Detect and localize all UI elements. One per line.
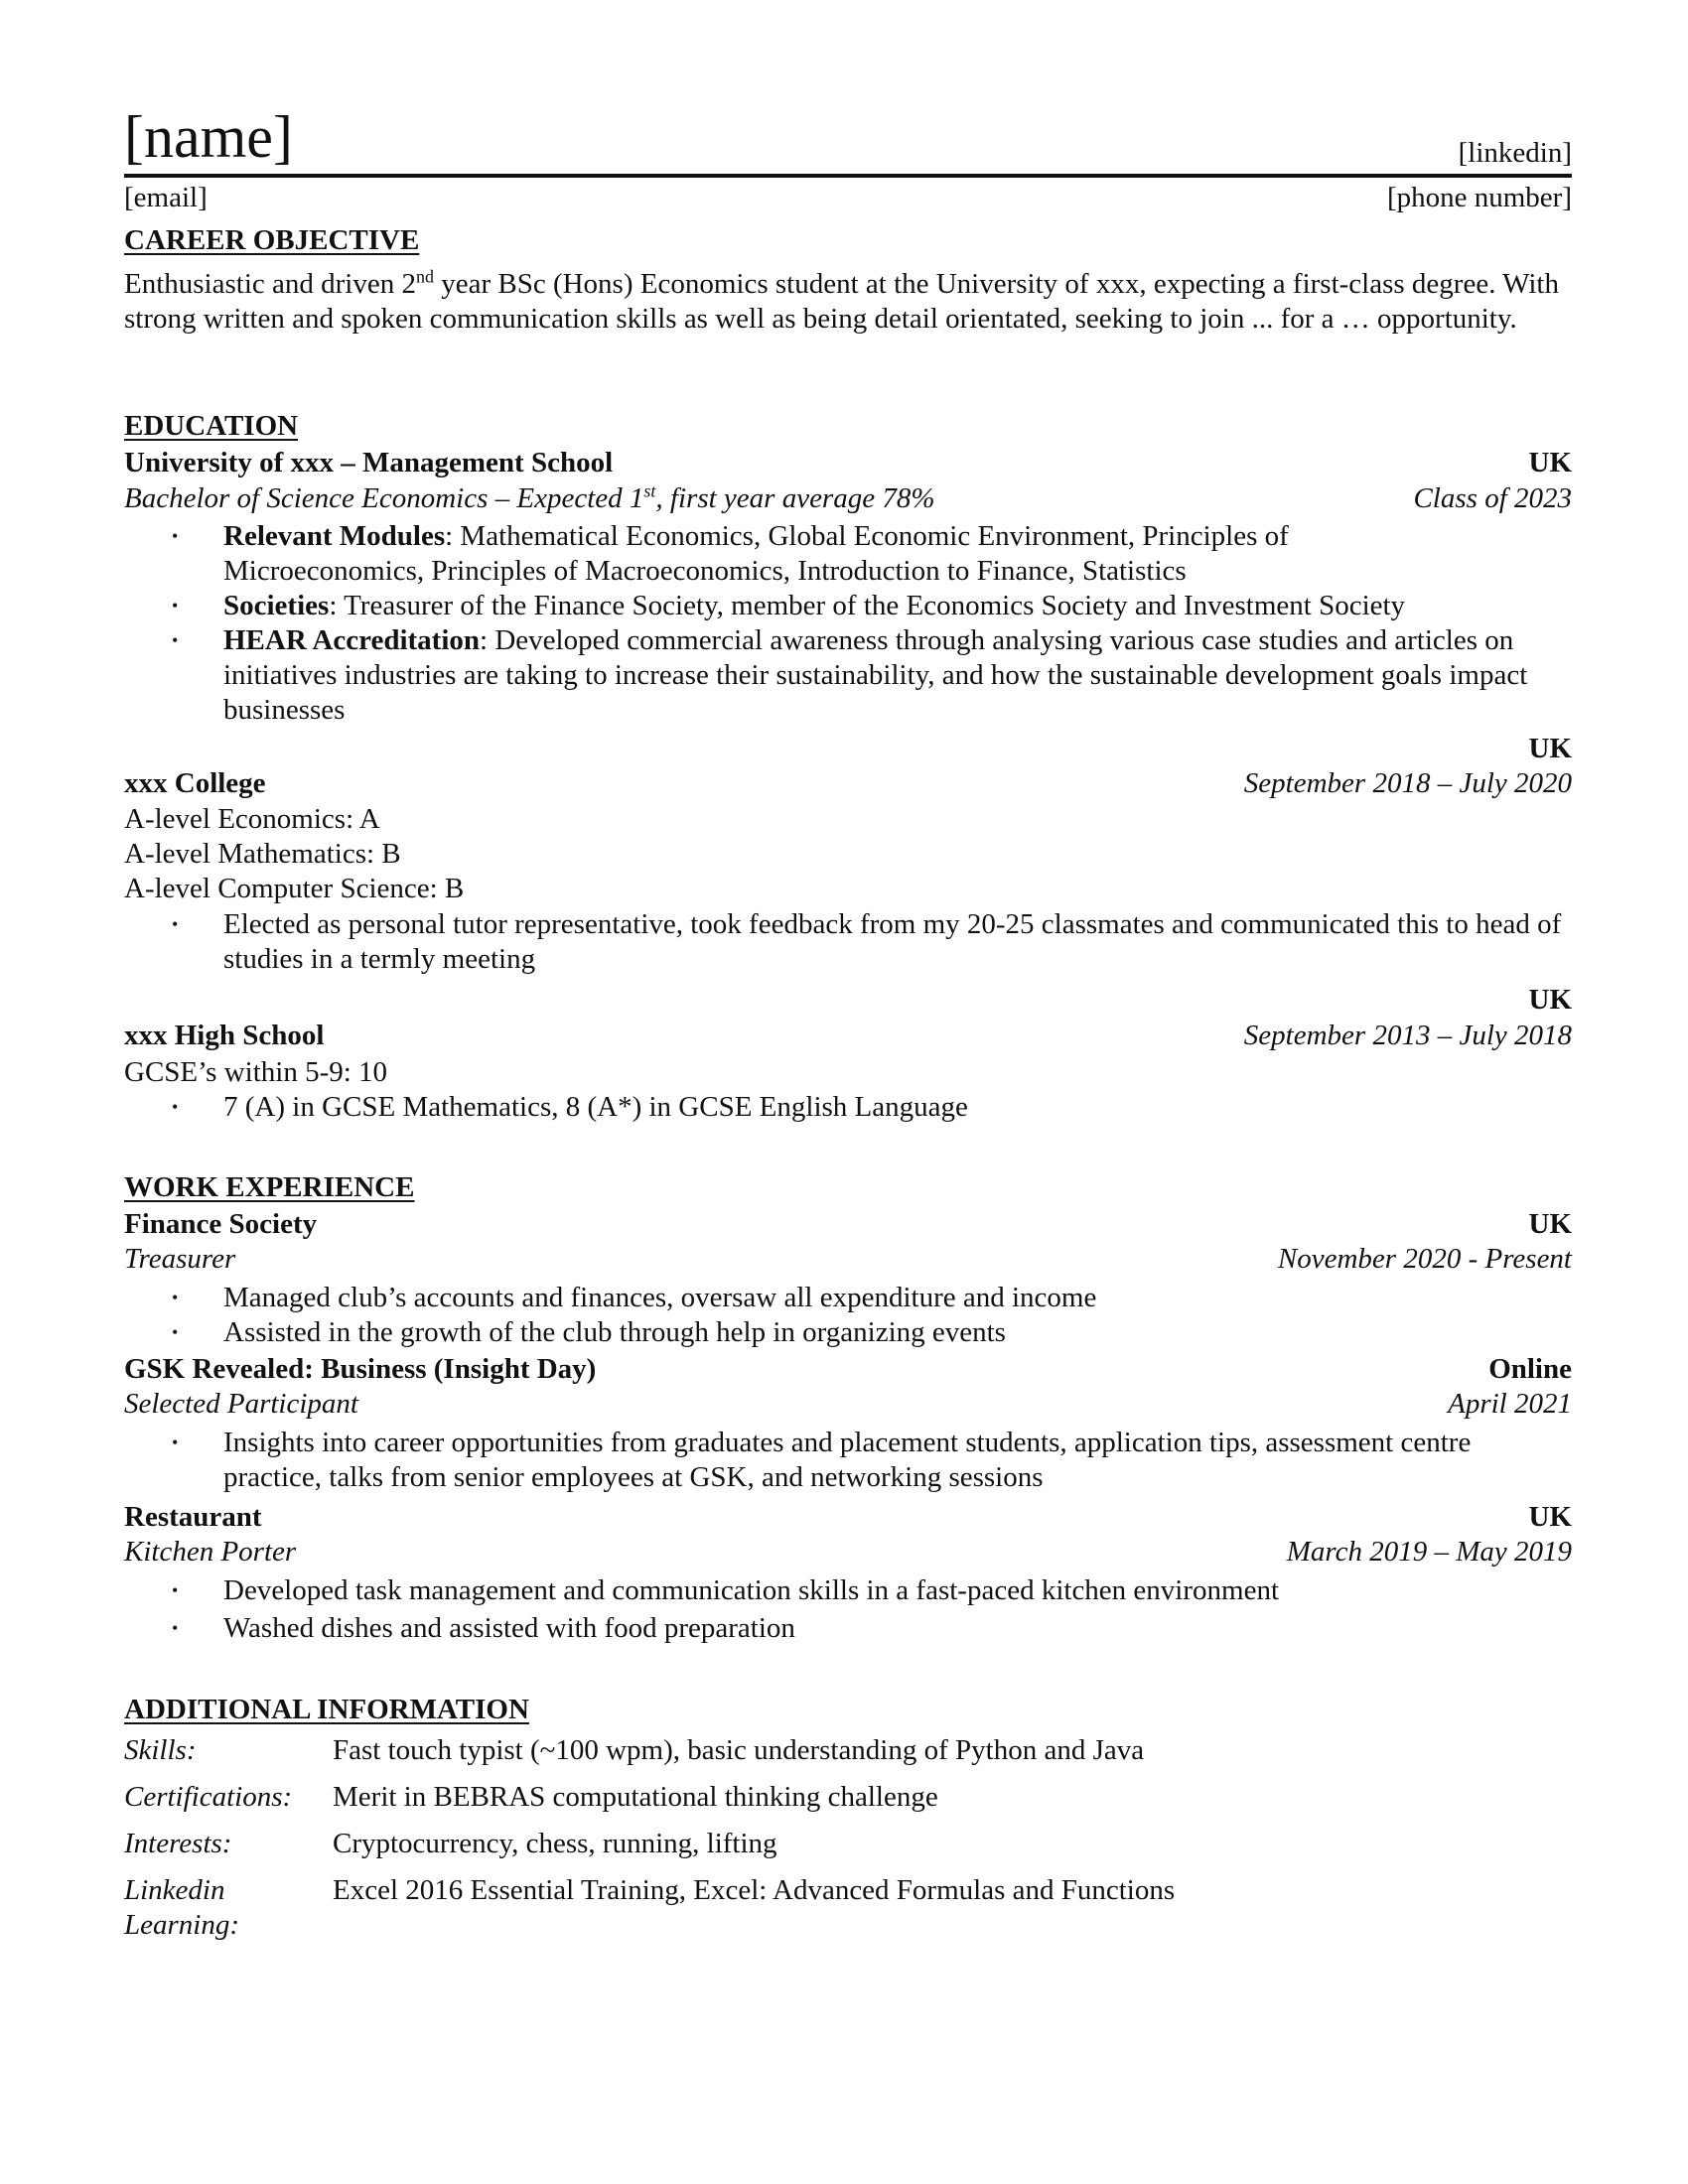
additional-value: Cryptocurrency, chess, running, lifting (333, 1828, 777, 1859)
job-dates: April 2021 (1448, 1388, 1572, 1420)
candidate-name: [name] (124, 104, 293, 170)
college-dates: September 2018 – July 2020 (1243, 767, 1572, 799)
high-school-dates: September 2013 – July 2018 (1243, 1020, 1572, 1051)
college-location: UK (1528, 733, 1572, 764)
career-objective-heading: CAREER OBJECTIVE (124, 224, 420, 256)
university-name: University of xxx – Management School (124, 447, 614, 478)
bullet-icon: • (172, 596, 179, 615)
high-school-location: UK (1528, 984, 1572, 1016)
college-name: xxx College (124, 767, 266, 799)
job-dates: November 2020 - Present (1277, 1243, 1572, 1275)
additional-value: Merit in BEBRAS computational thinking challenge (333, 1781, 938, 1813)
work-experience-heading: WORK EXPERIENCE (124, 1171, 415, 1203)
additional-label: Skills: (124, 1734, 197, 1766)
job-location: Online (1488, 1353, 1572, 1385)
college-grade: A-level Economics: A (124, 803, 380, 835)
high-school-name: xxx High School (124, 1020, 325, 1051)
university-class: Class of 2023 (1413, 482, 1572, 514)
bullet-icon: • (172, 630, 179, 650)
university-location: UK (1528, 447, 1572, 478)
bullet-icon: • (172, 914, 179, 934)
job-org: GSK Revealed: Business (Insight Day) (124, 1353, 597, 1385)
phone-number: [phone number] (1386, 182, 1572, 213)
header-divider (124, 174, 1572, 178)
linkedin-link[interactable]: [linkedin] (1458, 137, 1572, 169)
additional-value: Fast touch typist (~100 wpm), basic understanding of Python and Java (333, 1734, 1145, 1766)
additional-value: Excel 2016 Essential Training, Excel: Advanced Formulas and Functions (333, 1874, 1176, 1906)
job-role: Kitchen Porter (124, 1536, 297, 1568)
bullet-icon: • (172, 526, 179, 546)
career-objective-text: Enthusiastic and driven 2nd year BSc (Hons) Economics student at the University of xxx, expecting a first-class degree. With strong written and spoken communication skills as well as being detail orientated, seeking to join ... for a … opportunity. (124, 266, 1559, 335)
additional-label: Interests: (124, 1828, 232, 1859)
additional-label: Certifications: (124, 1781, 293, 1813)
job-dates: March 2019 – May 2019 (1286, 1536, 1572, 1568)
job-org: Finance Society (124, 1208, 318, 1240)
college-grade: A-level Mathematics: B (124, 838, 401, 870)
additional-info-heading: ADDITIONAL INFORMATION (124, 1694, 529, 1725)
job-location: UK (1528, 1501, 1572, 1533)
college-grade: A-level Computer Science: B (124, 873, 465, 904)
additional-label: Learning: (124, 1909, 239, 1941)
bullet-icon: • (172, 1097, 179, 1117)
bullet-icon: • (172, 1433, 179, 1452)
education-heading: EDUCATION (124, 410, 299, 442)
bullet-icon: • (172, 1288, 179, 1307)
bullet-icon: • (172, 1580, 179, 1600)
bullet-icon: • (172, 1322, 179, 1342)
job-role: Selected Participant (124, 1388, 358, 1420)
bullet-icon: • (172, 1618, 179, 1638)
gcse-summary: GCSE’s within 5-9: 10 (124, 1056, 388, 1088)
email-link[interactable]: [email] (124, 182, 208, 213)
job-location: UK (1528, 1208, 1572, 1240)
university-degree: Bachelor of Science Economics – Expected 1st, first year average 78% (124, 480, 935, 514)
additional-label: Linkedin (124, 1874, 225, 1906)
job-role: Treasurer (124, 1243, 236, 1275)
job-org: Restaurant (124, 1501, 262, 1533)
